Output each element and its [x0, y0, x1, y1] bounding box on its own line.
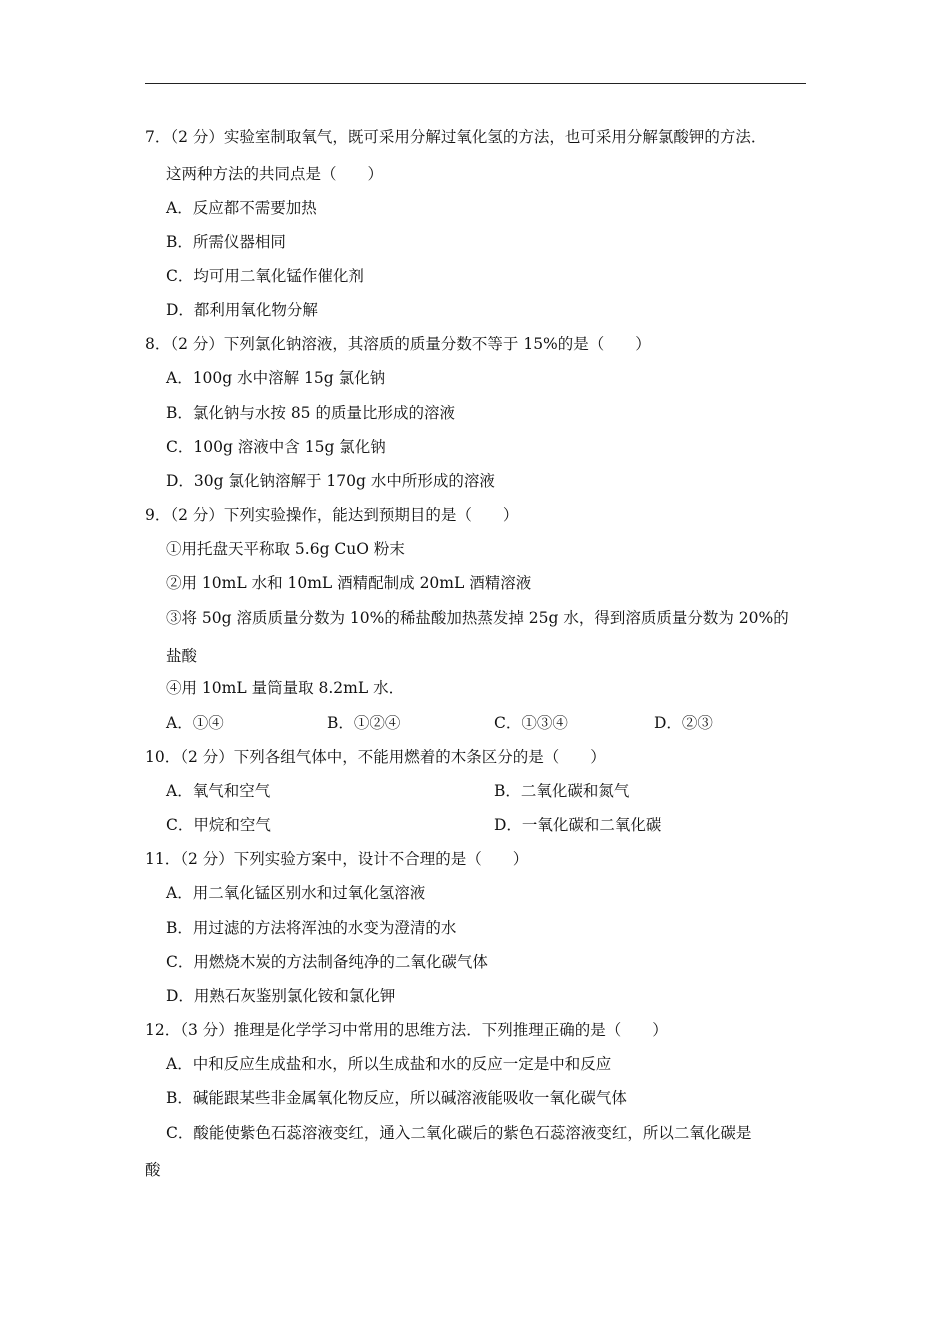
q11-option-a: A．用二氧化锰区别水和过氧化氢溶液 [166, 884, 426, 902]
q11-option-b: B．用过滤的方法将浑浊的水变为澄清的水 [166, 919, 457, 937]
q9-option-c: C．①③④ [494, 714, 568, 732]
q9-option-b: B．①②④ [327, 714, 401, 732]
q7-stem: 7．（2 分）实验室制取氧气，既可采用分解过氧化氢的方法，也可采用分解氯酸钾的方法． [145, 128, 767, 146]
header-rule [145, 83, 806, 84]
q11-option-c: C．用燃烧木炭的方法制备纯净的二氧化碳气体 [166, 953, 488, 971]
q12-option-a: A．中和反应生成盐和水，所以生成盐和水的反应一定是中和反应 [166, 1055, 612, 1073]
q8-stem: 8．（2 分）下列氯化钠溶液，其溶质的质量分数不等于 15%的是（ ） [145, 335, 651, 353]
q7-option-d: D．都利用氧化物分解 [166, 301, 318, 319]
q9-option-a: A．①④ [166, 714, 224, 732]
q12-stem: 12．（3 分）推理是化学学习中常用的思维方法．下列推理正确的是（ ） [145, 1021, 668, 1039]
q7-stem-cont: 这两种方法的共同点是（ ） [166, 165, 384, 183]
q10-stem: 10．（2 分）下列各组气体中，不能用燃着的木条区分的是（ ） [145, 748, 606, 766]
q12-option-b: B．碱能跟某些非金属氧化物反应，所以碱溶液能吸收一氧化碳气体 [166, 1089, 627, 1107]
q9-item-3-cont: 盐酸 [166, 647, 198, 665]
q9-stem: 9．（2 分）下列实验操作，能达到预期目的是（ ） [145, 506, 519, 524]
q7-option-a: A．反应都不需要加热 [166, 199, 317, 217]
q12-option-c: C．酸能使紫色石蕊溶液变红，通入二氧化碳后的紫色石蕊溶液变红，所以二氧化碳是 [166, 1124, 752, 1142]
q7-option-c: C．均可用二氧化锰作催化剂 [166, 267, 364, 285]
q8-option-d: D．30g 氯化钠溶解于 170g 水中所形成的溶液 [166, 472, 495, 490]
q7-option-b: B．所需仪器相同 [166, 233, 286, 251]
q8-option-a: A．100g 水中溶解 15g 氯化钠 [166, 369, 386, 387]
q9-item-4: ④用 10mL 量筒量取 8.2mL 水． [166, 679, 405, 697]
q11-option-d: D．用熟石灰鉴别氯化铵和氯化钾 [166, 987, 396, 1005]
q9-item-3: ③将 50g 溶质质量分数为 10%的稀盐酸加热蒸发掉 25g 水，得到溶质质量分数为 20%的 [166, 609, 789, 627]
q10-option-a: A．氧气和空气 [166, 782, 271, 800]
q8-option-b: B．氯化钠与水按 85 的质量比形成的溶液 [166, 404, 455, 422]
q9-item-1: ①用托盘天平称取 5.6g CuO 粉末 [166, 540, 405, 558]
q11-stem: 11．（2 分）下列实验方案中，设计不合理的是（ ） [145, 850, 529, 868]
q10-option-c: C．甲烷和空气 [166, 816, 271, 834]
q12-option-c-cont: 酸 [145, 1161, 161, 1179]
q8-option-c: C．100g 溶液中含 15g 氯化钠 [166, 438, 386, 456]
q9-option-d: D．②③ [654, 714, 713, 732]
q10-option-b: B．二氧化碳和氮气 [494, 782, 630, 800]
q10-option-d: D．一氧化碳和二氧化碳 [494, 816, 662, 834]
q9-item-2: ②用 10mL 水和 10mL 酒精配制成 20mL 酒精溶液 [166, 574, 532, 592]
